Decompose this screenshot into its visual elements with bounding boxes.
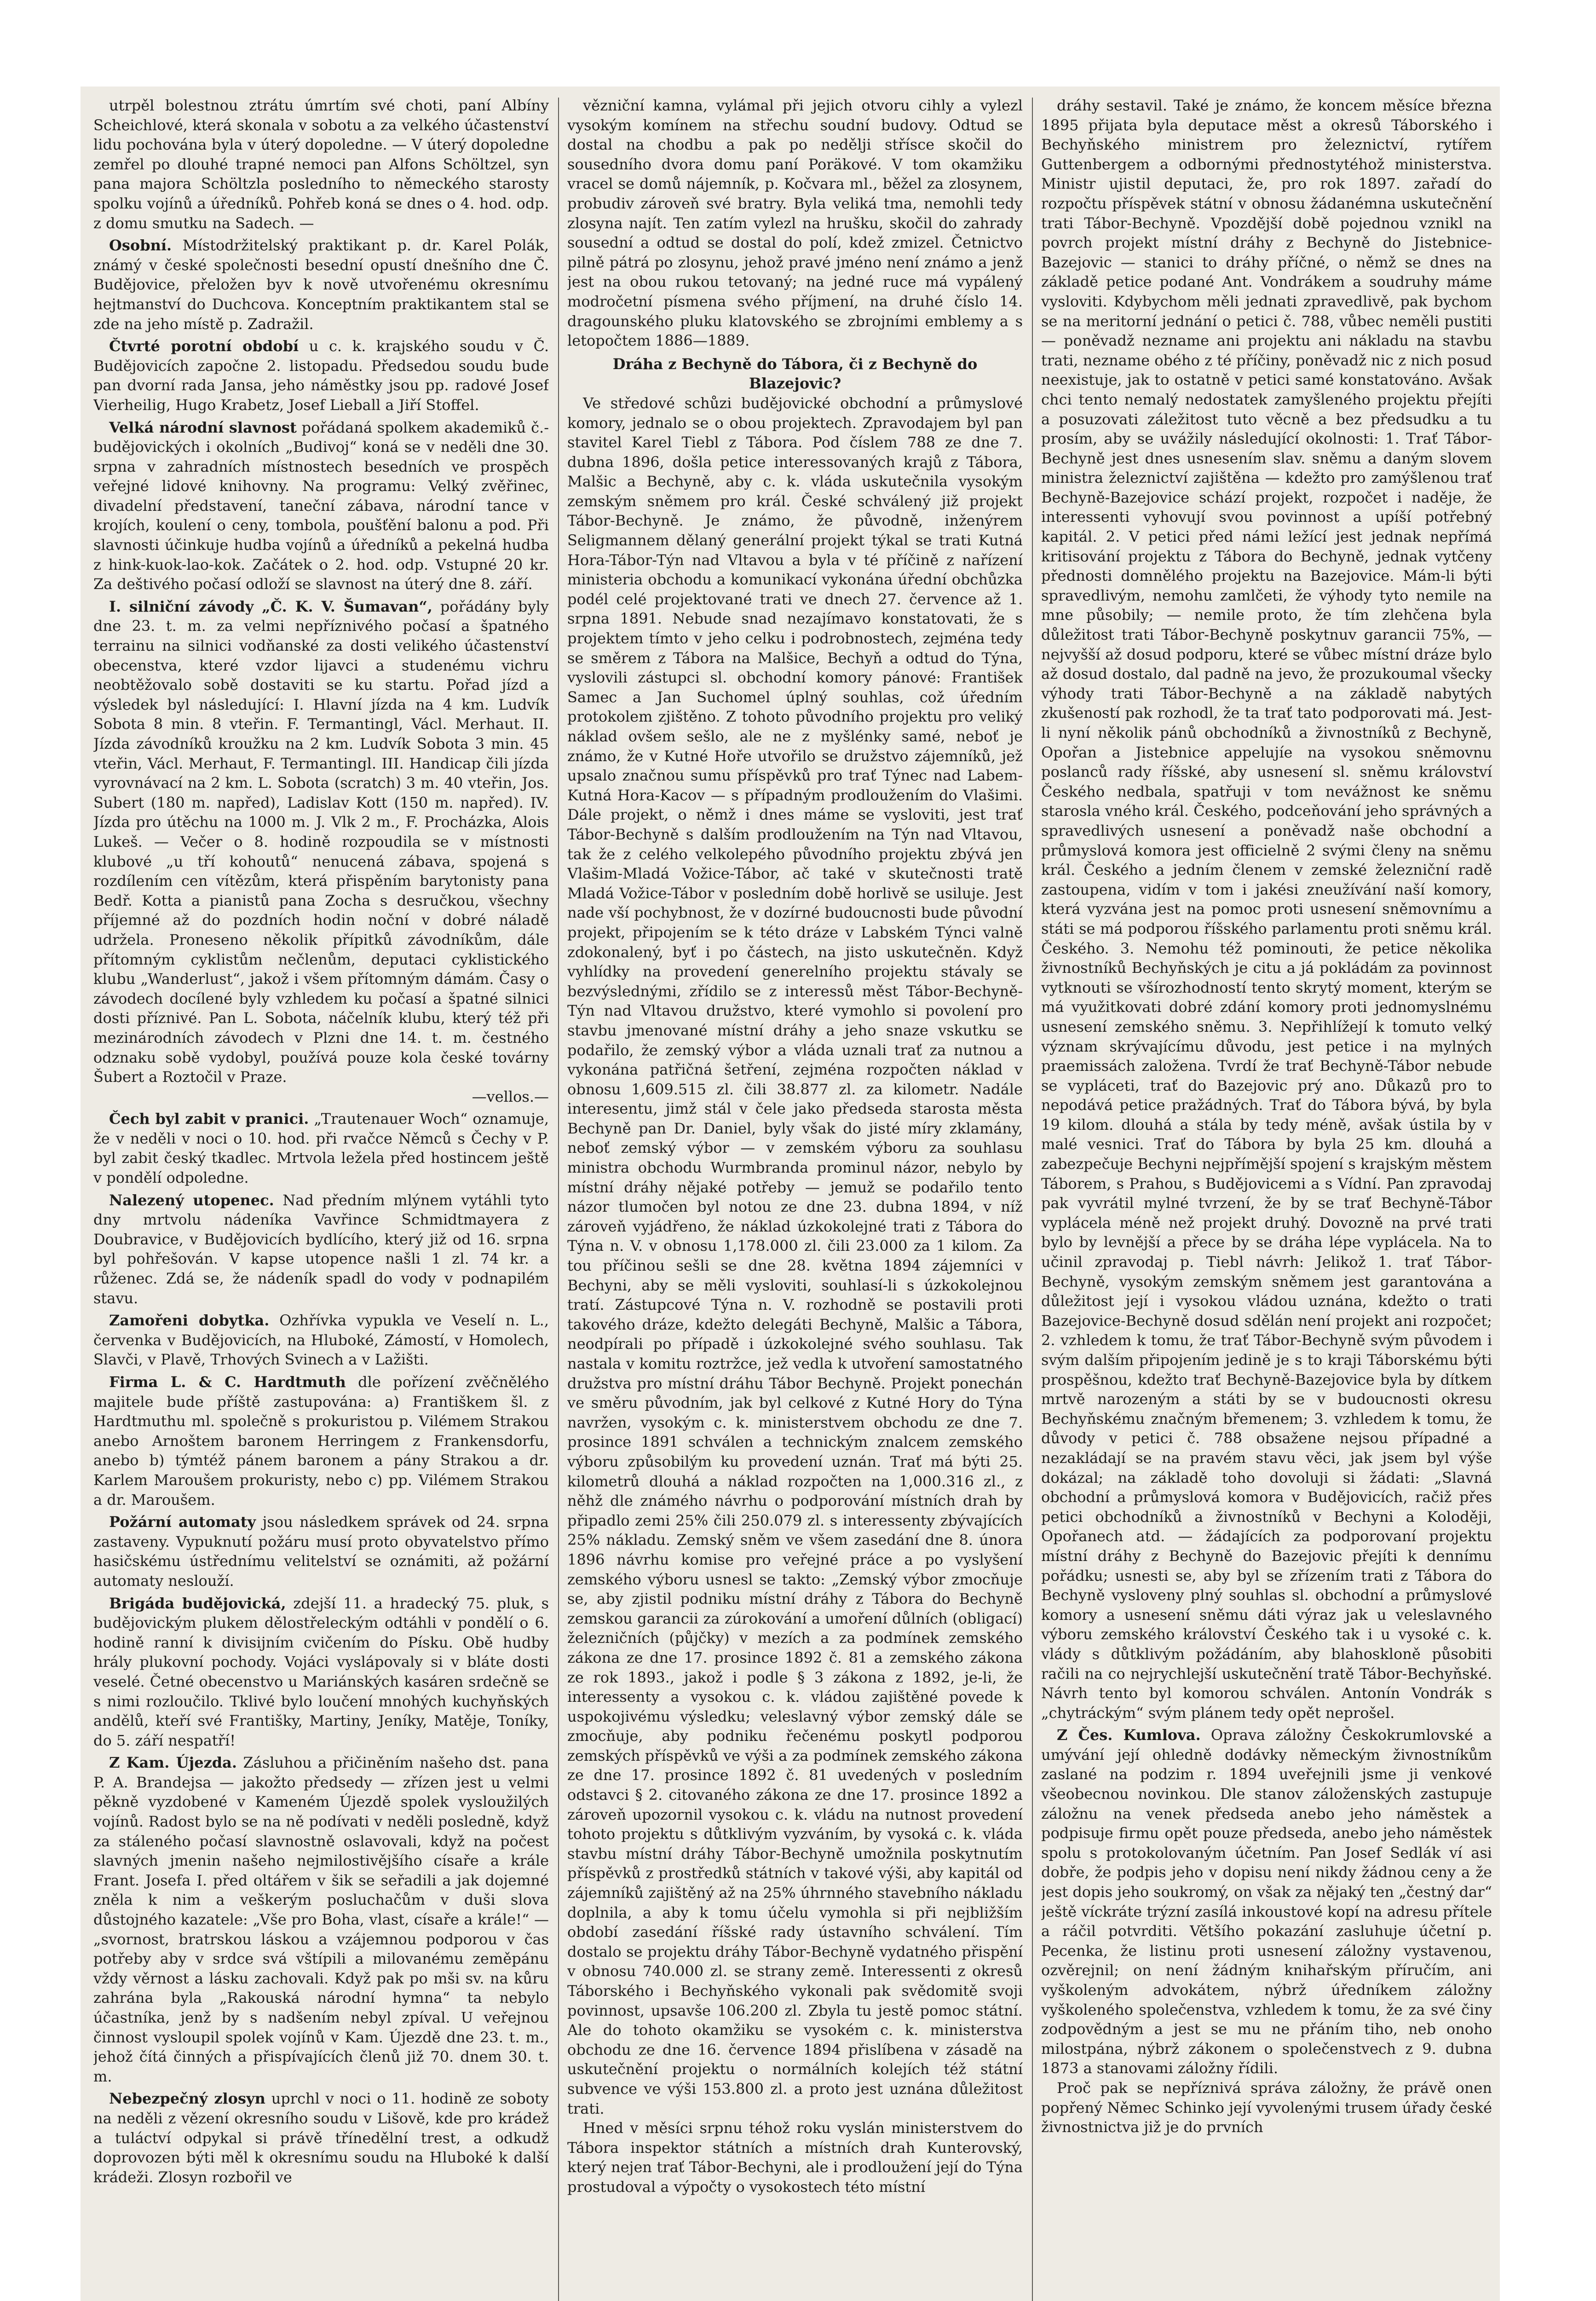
news-paragraph <box>93 597 549 1087</box>
news-paragraph <box>93 1753 549 2086</box>
news-paragraph <box>93 1311 549 1370</box>
news-item-body: u c. k. krajského soudu v Č. Budějovicích započne 2. listopadu. Předsedou soudu bude pan dvorní rada Jansa, jeho náměstky jsou pp. radové Josef Vierheilig, Hugo Krabetz, Josef Lieball a Jiří Stoffel. <box>93 337 549 414</box>
news-item-body: utrpěl bolestnou ztrátu úmrtím své choti, paní Albíny Scheichlové, která skonala v sobotu a za velkého účastenství lidu pochována byla v úterý dopoledne. — V úterý dopoledne zemřel po dlouhé trapné nemoci pan Alfons Schöltzel, syn pana majora Schöltzla posledního to německého starosty spolku vojínů a úředníků. Pohřeb koná se dnes o 4. hod. odp. z domu smutku na Sadech. — <box>93 97 549 232</box>
news-item-body: pořádány byly dne 23. t. m. za velmi nepříznivého počasí a špatného terrainu na silnici vodňanské za dosti velikého účastenství obecenstva, které vzdor lijavci a studenému vichru neobtěžovalo sobě dostaviti se ku startu. Pořad jízd a výsledek byl následující: I. Hlavní jízda na 4 km. Ludvík Sobota 8 min. 8 vteřin. F. Termantingl, Václ. Merhaut. II. Jízda závodníků kroužku na 2 km. Ludvík Sobota 3 min. 45 vteřin, Václ. Merhaut, F. Termantingl. III. Handicap čili jízda vyrovnávací na 2 km. L. Sobota (scratch) 3 m. 40 vteřin, Jos. Subert (180 m. napřed), Ladislav Kott (150 m. napřed). IV. Jízda pro útěchu na 1000 m. J. Vlk 2 m., F. Procházka, Alois Lukeš. — Večer o 8. hodině rozpoudila se v místnosti klubové „u tří kohoutů“ nenucená zábava, spojená s rozdílením cen vítězům, která přispěním barytonisty pana Bedř. Kotta a pianistů pana Zocha s desručkou, všechny příjemné až do pozdních hodin noční v dobré náladě udržela. Proneseno několik přípitků závodníkům, dále přítomným cyklistům nečlenům, deputaci cyklistického klubu „Wanderlust“, jakož i všem přítomným dámám. Časy o závodech docílené byly vzhledem ku počasí a špatné silnici dosti příznivé. Pan L. Sobota, náčelník klubu, který též při mezinárodních závodech v Plzni dne 14. t. m. čestného odznaku sobě vydobyl, používá pouze kola české továrny Šubert a Roztočil v Praze. <box>93 597 549 1086</box>
news-paragraph <box>1041 96 1492 1723</box>
news-item-body: dle pořízení zvěčnělého majitele bude příště zastupována: a) Františkem šl. z Hardtmuthu ml. společně s prokuristou p. Vilémem Strakou anebo Arnoštem baronem Herringem z Frankensdorfu, anebo b) týmtéž pánem baronem a pány Strakou a dr. Karlem Maroušem prokuristy, nebo c) pp. Vilémem Strakou a dr. Maroušem. <box>93 1373 549 1509</box>
news-item-body: zdejší 11. a hradecký 75. pluk, s budějovickým plukem dělostřeleckým odtáhli v pondělí o 6. hodině ranní k divisijním cvičením do Písku. Obě hudby hrály plukovní pochody. Vojáci vyslápovaly si v bláte dosti veselé. Četné obecenstvo u Mariánských kasáren srdečně se s nimi rozloučilo. Tklivé bylo loučení mnohých kuchyňských andělů, kteří své Františky, Martiny, Jeníky, Matěje, Toníky, do 5. září nespatří! <box>93 1594 549 1749</box>
news-paragraph <box>93 96 549 233</box>
text-column-right <box>1041 96 1492 2301</box>
news-item-body: Zásluhou a přičiněním našeho dst. pana P. A. Brandejsa — jakožto předsedy — zřízen jest u velmi pěkně vyzdobené v Kameném Újezdě spolek vysloužilých vojínů. Radost bylo se na ně podívati v neděli posledně, když za stáleného počasí slavnostně oslavovali, když na počest slavných jmenin našeho nejmilostivějšího císaře a krále Frant. Josefa I. před oltářem v šik se seřadili a jak dojemné zněla k nim a veškerým posluchačům v duši slova důstojného kazatele: „Vše pro Boha, vlast, císaře a krále!“ — „svornost, bratrskou láskou a vzájemnou podporou v čas potřeby aby v srdce svá vštípili a milovanému zeměpánu vždy věrnost a lásku zachovali. Když pak po mši sv. na kůru zahrána byla „Rakouská národní hymna“ ta nebylo účastníka, jenž by s nadšením nebyl zpíval. U veřejnou činnost vysloupil spolek vojínů v Kam. Újezdě dne 23. t. m., jehož čítá činných a přispívajících členů již 70. dnem 30. t. m. <box>93 1754 549 2085</box>
news-item-body: uprchl v noci o 11. hodině ze soboty na neděli z vězení okresního soudu v Lišově, kde pro krádež a tuláctví odpykal si právě třínedělní trest, a odkudž doprovozen býti měl k okresnímu soudu na Hluboké k další krádeži. Zlosyn rozbořil ve <box>93 2090 549 2186</box>
news-paragraph <box>93 336 549 415</box>
news-item-body: Ozhřívka vypukla ve Veselí n. L., červenka v Budějovicích, na Hluboké, Zámostí, v Homolech, Slavči, v Plavě, Trhových Svinech a v Lažišti. <box>93 1312 549 1369</box>
news-item-heading: Nalezený utopenec. <box>109 1191 274 1209</box>
news-item-body: Hned v měsíci srpnu téhož roku vyslán ministerstvem do Tábora inspektor státních a místních drah Kunterovský, který nejen trať Tábor-Bechyni, ale i prodloužení její do Týna prostudoval a výpočty o vysokostech této místní <box>567 2119 1023 2196</box>
column-divider <box>558 98 559 2301</box>
news-item-heading: Čtvrté porotní období <box>109 337 299 355</box>
news-paragraph <box>1041 1725 1492 2078</box>
news-item-heading: Požární automaty <box>109 1513 256 1531</box>
news-paragraph <box>93 236 549 334</box>
news-item-body: vězniční kamna, vylámal při jejich otvoru cihly a vylezl vysokým komínem na střechu soudní budovy. Odtud se dostal na chodbu a pak po nedělji střísce skočil do sousedního dvora domu paní Poräkové. V tom okamžiku vracel se domů nájemník, p. Kočvara ml., běžel za zlosynem, probudiv zároveň své bratry. Byla veliká tma, nemohli tedy zlosyna najít. Ten zatím vylezl na hrušku, skočil do zahrady sousední a odtud se dostal do polí, kdež zmizel. Četnictvo pilně pátrá po zlosynu, jehož pravé jméno není známo a jenž jest na obou rukou tetovaný; na jedné ruce má vypálený modročetní písmena svého příjmení, na druhé číslo 14. dragounského pluku klatovského se zbrojními emblemy a s letopočtem 1886—1889. <box>567 97 1023 350</box>
news-item-heading: Brigáda budějovická, <box>109 1594 286 1612</box>
news-item-heading: I. silniční závody „Č. K. V. Šumavan“, <box>109 597 432 615</box>
news-item-heading: Nebezpečný zlosyn <box>109 2090 265 2108</box>
news-paragraph <box>567 393 1023 2118</box>
text-column-middle <box>567 96 1023 2301</box>
news-item-heading: Velká národní slavnost <box>109 418 297 436</box>
news-item-heading: Firma L. & C. Hardtmuth <box>109 1373 346 1391</box>
news-item-body: Oprava záložny Českokrumlovské a umývání její ohledně dodávky německým živnostníkům zaslané na podzim r. 1894 uveřejnili jsme ji venkové všeobecnou novinkou. Dle stanov záloženských zastupuje záložnu na venek předseda anebo jeho náměstek a podpisuje firmu opět pouze předseda, anebo jeho náměstek spolu s protokolovaným účetním. Pan Josef Sedlák ví asi dobře, že podpis jeho v dopisu není nikdy žádnou ceny a že jest dopis jeho soukromý, on však za nějaký ten „čestný dar“ ještě víckráte trýzní zasílá inkoustové kopí na adresu přítele a ráčil potvrditi. Většího pokazání zasluhuje účetní p. Pecenka, že listinu proti usnesení záložny vystavenou, ozvěrejnil; on není žádným knihařským příručím, ani vyškoleným advokátem, nýbrž úředníkem záložny vyškoleného společenstva, vzhledem k tomu, že za své činy zodpovědným a jest se mu ne přáním tiho, neb onoho milostpána, nýbrž zákonem o společenstvech z 9. dubna 1873 a stanovami záložny řídili. <box>1041 1726 1492 2077</box>
author-signature: —vellos.— <box>472 1087 549 1105</box>
article-headline: Dráha z Bechyně do Tábora, či z Bechyně do Blazejovic? <box>612 355 978 393</box>
news-item-body: dráhy sestavil. Také je známo, že koncem měsíce března 1895 přijata byla deputace měst a okresů Táborského i Bechyňského ministrem pro železnictví, rytířem Guttenbergem a odbornými přednostytéhož ministerstva. Ministr ujistil deputaci, že, pro rok 1897. zařadí do rozpočtu příspěvek státní v obnosu žádanémna uskutečnění trati Tábor-Bechyně. Vpozdější době pojednou vznikl na povrch projekt místní dráhy z Bechyně do Jistebnice-Bazejovic — stanici to dráhy příčné, o němž se dnes na základě petice podané Ant. Vondrákem a soudruhy máme vysloviti. Kdybychom měli jednati zpravedlivě, pak bychom se na meritorní jednání o petici č. 788, vůbec neměli pustiti — poněvadž nezname ani projektu ani nákladu na stavbu trati, nezname obého z té příčiny, poněvadž nic z nich posud neexistuje, jak to ostatně v petici samé konstatováno. Avšak chci tento nemalý nedostatek zamyšleného projektu přejíti a posuzovati záležitost tuto věcně a bez předsudku a tu prosím, aby se uvážily následující okolnosti: 1. Trať Tábor-Bechyně jest dnes usnesením slav. sněmu a daným slovem ministra železnictví zajištěna — kdežto pro zamýšlenou trať Bechyně-Bazejovice schází projekt, rozpočet i naděje, že interessenti vyhovují svou povinnost a upíší potřebný kapitál. 2. V petici před námi ležící jest jednak nepřímá kritisování projektu z Tábora do Bechyně, jednak vytčeny přednosti domnělého projektu na Bazejovice. Mám-li býti spravedlivým, nemohu zamlčeti, že výhody tyto nemile na mne působily; — nemile proto, že tím zlehčena byla důležitost trati Tábor-Bechyně poskytnuv garancii 75%, — nejvyšší až dosud podporu, které se vůbec místní dráze bylo až dosud dostalo, dal padně na jevo, že prozukoumal všecky výhody trati Tábor-Bechyně a na základě nabytých zkušeností pak rozhodl, že ta trať tato podporovati má. Jest-li nyní několik pánů obchodníků a živnostníků z Bechyně, Opořan a Jistebnice appelujíe na vysokou sněmovnu poslanců rady říšské, aby usnesení sl. sněmu království Českého nedbala, spatřuji v tom nevážnost ke sněmu starosla vného král. Českého, podceňování jeho správných a spravedlivých usnesení a poněvadž naše obchodní a průmyslová komora jest officielně 2 svými členy na sněmu král. Českého a jedním členem v zemské železniční radě zastoupena, vidím v tom i jakési zneužívání naší komory, která vyzvána jest na pomoc proti usnesení sněmovnímu a státi se má podporou říšského parlamentu proti sněmu král. Českého. 3. Nemohu též pominouti, že petice několika živnostníků Bechyňských je citu a já pokládám za povinnost vytknouti se všírozhodností tento skrytý moment, kterým se má využitkovati dobré zdání komory proti jednomyslnému usnesení zemského sněmu. 3. Nepřihlížejí k tomuto velký význam skrývajícímu důvodu, jest petice i na mylných praemissách založena. Tvrdí že trať Bechyně-Tábor nebude se vypláceti, trať do Bazejovic prý ano. Důkazů pro to nepodává petice pražádných. Trať do Tábora bývá, by byla 19 kilom. dlouhá a stála by tedy méně, avšak ústila by v malé vesnici. Trať do Tábora by byla 25 km. dlouhá a zabezpečuje Bechyni nejpřímější spojení s krajským městem Táborem, s Prahou, s Budějovicemi a s Vídní. Pan zpravodaj pak vyvrátil mylné tvrzení, že by se trať Bechyně-Tábor vyplácela méně než projekt druhý. Dovozně na prvé trati bylo by levnější a přece by se dráha lépe vyplácela. Na to učinil zpravodaj p. Tiebl návrh: Jelikož 1. trať Tábor-Bechyně, vysokým zemským sněmem jest garantována a důležitost její i vysokou vládou uznána, kdežto o trati Bazejovice-Bechyně dosud sdělán není projekt ani rozpočet; 2. vzhledem k tomu, že trať Tábor-Bechyně svým původem i svým dalším připojením jedině je s to kraji Táborskému býti prospěšnou, kdežto trať Bechyně-Bazejovice byla by dítkem mrtvě narozeným a státi by se v budoucnosti okresu Bechyňskému značným břemenem; 3. vzhledem k tomu, že důvody v petici č. 788 obsažene nejsou případné a nezakládají se na pravém stavu věci, jak jsem byl výše dokázal; na základě toho dovoluji si žádati: „Slavná obchodní a průmyslová komora v Budějovicích, račiž přes petici obchodníků a živnostníků v Bechyni a Koloději, Opořanech atd. — žádajících za podporovaní projektu místní dráhy z Bechyně do Bazejovic přejíti k dennímu pořádku; usnesti se, aby byl se zřízením trati z Tábora do Bechyně vysloveny plný souhlas sl. obchodní a průmyslové komory a usnesení sněmu dáti výraz jak u veleslavného výboru zemského království Českého tak i u vysoké c. k. vlády s důtklivým požádáním, aby blahoskloně působiti račili na co nejrychlejší uskutečnění tratě Tábor-Bechyňské. Návrh tento byl komorou schválen. Antonín Vondrák s „chytráckým“ svým plánem tedy opět neprošel. <box>1041 97 1492 1722</box>
news-paragraph <box>93 1191 549 1308</box>
news-item-heading: Zamořeni dobytka. <box>109 1312 270 1330</box>
news-item-body: Místodržitelský praktikant p. dr. Karel Polák, známý v české společnosti besední opustí dnešního dne Č. Budějovice, přeložen byv k nově utvořenému okresnímu hejtmanství do Duchcova. Konceptním praktikantem stal se zde na jeho místě p. Zadražil. <box>93 237 549 333</box>
news-item-body: jsou následkem správek od 24. srpna zastaveny. Vypuknutí požáru musí proto obyvatelstvo přímo hasičskému ústřednímu velitelství se oznámiti, až požární automaty neslouží. <box>93 1513 549 1590</box>
news-paragraph <box>567 2118 1023 2197</box>
text-column-left <box>93 96 549 2301</box>
news-paragraph <box>93 1372 549 1509</box>
news-item-body: pořádaná spolkem akademiků č.-budějovických i okolních „Budivoj“ koná se v neděli dne 30. srpna v zahradních místnostech besedních ve prospěch veřejné lidové knihovny. Na programu: Velký zvěřinec, divadelní představení, taneční zábava, národní tance v krojích, koulení o ceny, tombola, poušťění balonu a pod. Při slavnosti účinkuje hudba vojínů a úředníků a pekelná hudba z hink-kuok-lao-kok. Začátek o 2. hod. odp. Vstupné 20 kr. Za deštivého počasí odloží se slavnost na úterý dne 8. září. <box>93 418 549 593</box>
news-item-heading: Čech byl zabit v pranici. <box>109 1110 309 1128</box>
news-paragraph <box>1041 2078 1492 2137</box>
news-item-heading: Z Čes. Kumlova. <box>1057 1726 1201 1744</box>
news-item-body: Ve středové schůzi budějovické obchodní a průmyslové komory, jednalo se o obou projektech. Zpravodajem byl pan stavitel Karel Tiebl z Tábora. Pod číslem 788 ze dne 7. dubna 1896, došla petice interessovaných krajů z Tábora, Malšic a Bechyně, aby c. k. vláda uskutečnila vysokým zemským sněmem pro král. České schválený již projekt Tábor-Bechyně. Je známo, že původně, inženýrem Seligmannem dělaný generální projekt týkal se trati Kutná Hora-Tábor-Týn nad Vltavou a byla v té příčině z nařízení ministeria obchodu a komunikací vykonána úřední obchůzka podél celé projektované trati ve dnech 27. července až 1. srpna 1891. Nebude snad nezajímavo konstatovati, že s projektem tímto v jeho celku i podrobnostech, zejména tedy se směrem z Tábora na Malšice, Bechyň a odtud do Týna, vyslovili zástupci sl. obchodní komory pánové: František Samec a Jan Suchomel úplný souhlas, což úředním protokolem zjištěno. Z tohoto původního projektu pro veliký náklad ovšem sešlo, ale ne z myšlénky samé, neboť je známo, že v Kutné Hoře utvořilo se družstvo zájemníků, jež upsalo značnou sumu příspěvků pro trať Týnec nad Labem-Kutná Hora-Kacov — s případným prodloužením do Vlašimi. Dále projekt, o němž i dnes máme se vysloviti, jest trať Tábor-Bechyně s dalším prodloužením na Týn nad Vltavou, tak že z celého velkolepého původního projektu zbývá jen Vlašim-Mladá Vožice-Tábor, ač také v skutečnosti tratě Mladá Vožice-Tábor v posledním době horlivě se usiluje. Jest nade vší pochybnost, že v dozírné budoucnosti bude původní projekt, připojením se k této dráze v Labském Týnci valně zdokonalený, byť i po částech, na jisto uskutečněn. Když vyhlídky na provedení generelního projektu stávaly se bezvýslednými, zřídilo se z interessů měst Tábor-Bechyně-Týn nad Vltavou družstvo, které vymohlo si povolení pro stavbu jmenované místní dráhy a jeho snaze vskutku se podařilo, že zemský výbor a vláda uznali trať za nutnou a vykonána patřičná šetření, zejména rozpočten náklad v obnosu 1,609.515 zl. čili 38.877 zl. za kilometr. Nadále interesentu, jimž stál v čele jako předseda starosta města Bechyně pan Dr. Daniel, byly však do jisté míry zklamány, neboť zemský výbor — v zemském výboru za souhlasu ministra obchodu Wurmbranda prominul názor, nebylo by místní dráhy nějaké potřeby — jemuž se podařilo tento názor tlumočen byl notou ze dne 23. dubna 1894, v níž zároveň vyjádřeno, že náklad úzkokolejné trati z Tábora do Týna n. V. v obnosu 1,178.000 zl. čili 23.000 za 1 kilom. Za tou příčinou sešli se dne 28. května 1894 zájemníci v Bechyni, aby se měli vysloviti, souhlasí-li s úzkokolejnou tratí. Zástupcové Týna n. V. rozhodně se postavili proti takového dráze, kdežto delegáti Bechyně, Malšic a Tábora, neodpírali po případě i úzkokolejné svého souhlasu. Tak nastala v komitu roztržce, jež vedla k utvoření samostatného družstva pro místní dráhu Tábor Bechyně. Projekt ponechán ve směru původním, jak byl celkové z Kutné Hory do Týna navržen, vysokým c. k. ministerstvem obchodu ze dne 7. prosince 1891 schválen a technickým znalcem zemského výboru způsobilým ku provedení uznán. Trať má býti 25. kilometrů dlouhá a náklad rozpočten na 1,000.316 zl., z něhž dle známého návrhu o podporování místních drah by připadlo zemi 25% čili 250.079 zl. s interessenty zbývajících 25% nákladu. Zemský sněm ve všem zasedání dne 8. února 1896 návrhu komise pro veřejné práce a po vyslyšení zemského výboru usnesl se takto: „Zemský výbor zmocňuje se, aby zjistil podniku místní dráhy z Tábora do Bechyně zemskou garancii za zúrokování a umoření důlních (obligací) železničních (půjčky) v mezích a za podmínek zemského zákona ze dne 17. prosince 1892 č. 81 a zemského zákona ze rok 1893., jakož i podle § 3 zákona z 1892, je-li, že interessenty a vysokou c. k. vládou zajištěné povede k uspokojivému výsledku; veleslavný výbor zemský dále se zmocňuje, aby podniku řečenému poskytl podporou zemských příspěvků ve výši a za podmínek zemského zákona ze dne 17. prosince 1892 č. 81 uvedených v posledním odstavci § 2. citovaného zákona ze dne 17. prosince 1892 a zároveň upozornil vysokou c. k. vládu na nutnost provedení tohoto projektu s důtklivým vyzváním, by vysoká c. k. vláda stavbu místní dráhy Tábor-Bechyně umožnila poskytnutím příspěvků z prostředků státních v takové výši, aby kapitál od zájemníků zajištěný až na 25% úhrnného stavebního nákladu doplnila, a aby k tomu účelu vymohla si při nejbližším období zasedání říšské rady ústavního schválení. Tím dostalo se projektu dráhy Tábor-Bechyně vydatného přispění v obnosu 740.000 zl. se strany země. Interessenti z okresů Táborského i Bechyňského vykonali pak svědomitě svoji povinnost, upsavše 106.200 zl. Zbyla tu jestě pomoc státní. Ale do tohoto okamžiku se vysokém c. k. ministerstva obchodu ze dne 16. července 1894 přislíbena v zásadě na uskutečnění projektu o normálních kolejích též státní subvence ve výši 153.800 zl. a proto jest uznána důležitost trati. <box>567 394 1023 2117</box>
news-paragraph <box>93 1109 549 1187</box>
news-item-body: Nad předním mlýnem vytáhli tyto dny mrtvolu nádeníka Vavřince Schmidtmayera z Doubravice, v Budějovicích bydlícího, který již od 16. srpna byl pohřešován. V kapse utopence našli 1 zl. 74 kr. a růženec. Zdá se, že nádeník spadl do vody v podnapilém stavu. <box>93 1191 549 1307</box>
scanned-page-area <box>81 87 1500 2301</box>
news-paragraph <box>93 1594 549 1751</box>
news-paragraph <box>93 1512 549 1590</box>
news-paragraph <box>93 2089 549 2187</box>
news-paragraph <box>567 96 1023 351</box>
news-item-body: „Trautenauer Woch“ oznamuje, že v neděli v noci o 10. hod. při rvačce Němců s Čechy v P. byl zabit český tkadlec. Mrtvola ležela před hostincem ještě v pondělí odpoledne. <box>93 1110 549 1187</box>
news-item-heading: Osobní. <box>109 237 172 254</box>
news-item-heading: Z Kam. Újezda. <box>109 1754 237 1772</box>
news-paragraph <box>93 418 549 594</box>
column-divider <box>1032 98 1033 2301</box>
news-item-body: Proč pak se nepříznivá správa záložny, že právě onen popřený Němec Schinko její vyvolenými trusem úřady české živnostnictva již je do prvních <box>1041 2079 1492 2136</box>
